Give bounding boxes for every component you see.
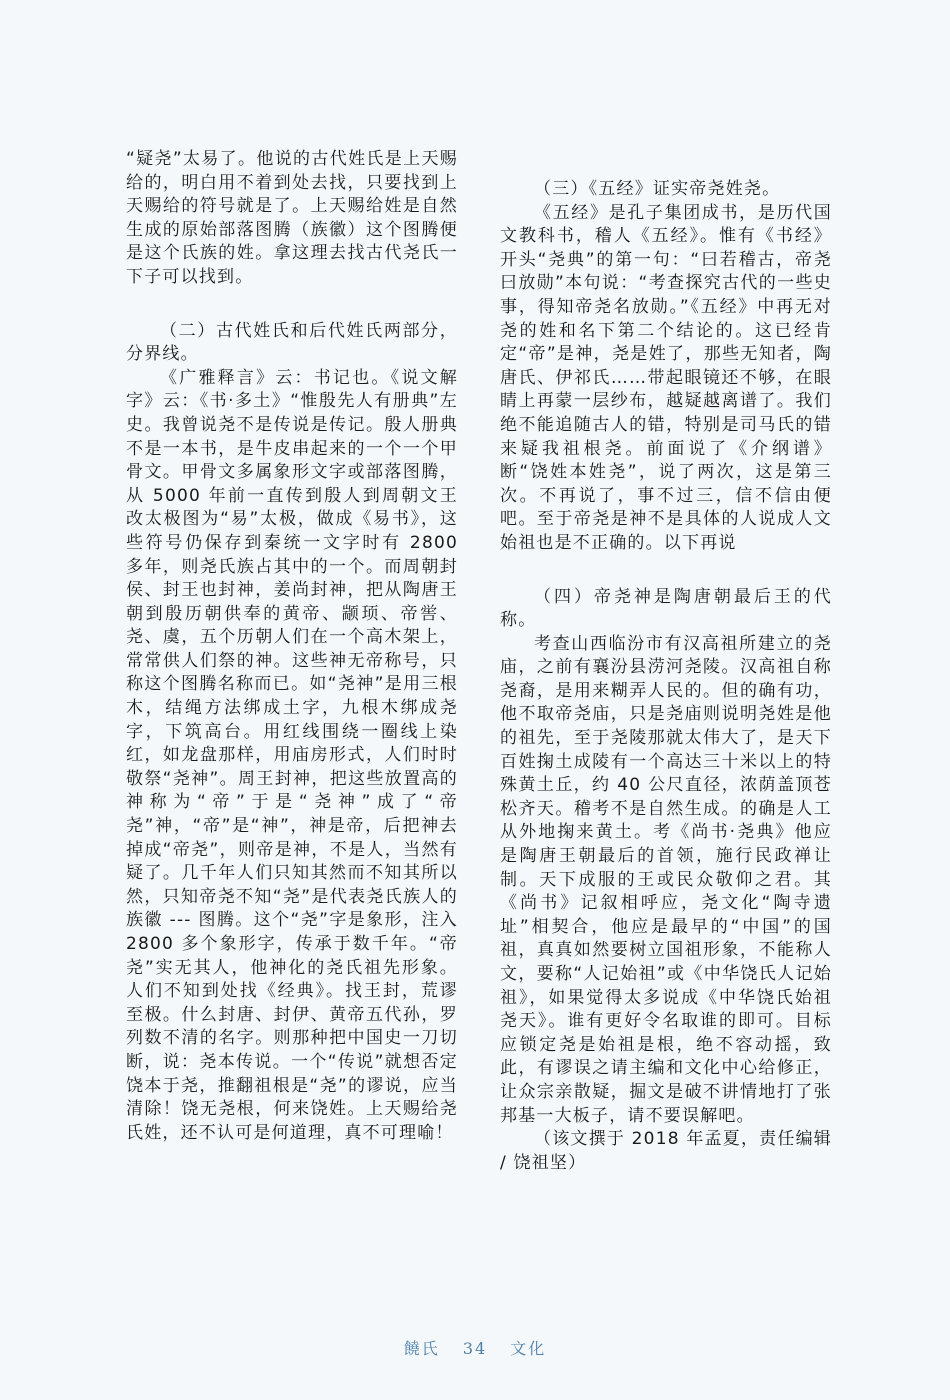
page-number: 34 bbox=[462, 1339, 488, 1358]
section-4-body: 考查山西临汾市有汉高祖所建立的尧庙，之前有襄汾县涝河尧陵。汉高祖自称尧裔，是用来糊弄人民的。但的确有功，他不取帝尧庙，只是尧庙则说明尧姓是他的祖先，至于尧陵那就太伟大了，是天下百姓掬土成陵有一个高达三十米以上的特殊黄土丘，约 40 公尺直径，浓荫盖顶苍松齐天。稽考不是自然生成。的确是人工从外地掬来黄土。考《尚书·尧典》他应是陶唐王朝最后的首领，施行民政禅让制。天下成服的王或民众敬仰之君。其《尚书》记叙相呼应，尧文化“陶寺遗址”相契合，他应是最早的“中国”的国祖，真真如然要树立国祖形象，不能称人文，要称“人记始祖”或《中华饶氏人记始祖》，如果觉得太多说成《中华饶氏始祖尧天》。谁有更好令名取谁的即可。目标应锁定尧是始祖是根，绝不容动摇，致此，有谬误之请主编和文化中心给修正，让众宗亲散疑，掘文是破不讲情地打了张邦基一大板子，请不要误解吧。 bbox=[500, 633, 832, 1126]
section-heading-3: （三）《五经》证实帝尧姓尧。 bbox=[534, 179, 781, 199]
footer-section-name: 文化 bbox=[510, 1339, 547, 1358]
section-2-body: 《广雅释言》云：书记也。《说文解字》云：《书·多土》“惟殷先人有册典”左史。我曾说尧不是传说是传记。殷人册典不是一本书，是牛皮串起来的一个一个甲骨文。甲骨文多属象形文字或部落图腾，从 5000 年前一直传到殷人到周朝文王改太极图为“易”太极，做成《易书》，这些符号仍保存到秦统一文字时有 2800 多年，则尧氏族占其中的一个。而周朝封侯、封王也封神，姜尚封神，把从陶唐王朝到殷历朝供奉的黄帝、颛顼、帝喾、尧、虞，五个历朝人们在一个高木架上，常常供人们祭的神。这些神无帝称号，只称这个图腾名称而已。如“尧神”是用三根木，结绳方法绑成土字，九根木绑成尧字，下筑高台。用红线围绕一圈线上染红，如龙盘那样，用庙房形式，人们时时敬祭“尧神”。周王封神，把这些放置高的神称为“帝”于是“尧神”成了“帝尧”神，“帝”是“神”，神是帝，后把神去掉成“帝尧”，则帝是神，不是人，当然有疑了。几千年人们只知其然而不知其所以然，只知帝尧不知“尧”是代表尧氏族人的族徽 --- 图腾。这个“尧”字是象形，注入 2800 多个象形字，传承于数千年。“帝尧”实无其人，他神化的尧氏祖先形象。人们不知到处找《经典》。找王封，荒谬至极。什么封唐、封伊、黄帝五代孙，罗列数不清的名字。则那种把中国史一刀切断，说：尧本传说。一个“传说”就想否定饶本于尧，推翻祖根是“尧”的谬说，应当清除！饶无尧根，何来饶姓。上天赐给尧氏姓，还不认可是何道理，真不可理喻！ bbox=[126, 367, 458, 1143]
footer-journal-name: 饒氏 bbox=[403, 1339, 440, 1358]
intro-paragraph: “疑尧”太易了。他说的古代姓氏是上天赐给的，明白用不着到处去找，只要找到上天赐给的符号就是了。上天赐给姓是自然生成的原始部落图腾（族徽）这个图腾便是这个氏族的姓。拿这理去找古代尧氏一下子可以找到。 bbox=[126, 149, 458, 287]
section-heading-4: （四）帝尧神是陶唐朝最后王的代称。 bbox=[500, 586, 832, 631]
left-column bbox=[126, 148, 458, 1145]
section-heading-2: （二）古代姓氏和后代姓氏两部分，分界线。 bbox=[126, 320, 458, 365]
page-footer bbox=[0, 1336, 950, 1359]
right-column bbox=[500, 178, 832, 1175]
editor-note: （该文撰于 2018 年孟夏，责任编辑 / 饶祖坚） bbox=[500, 1129, 832, 1173]
section-3-body: 《五经》是孔子集团成书，是历代国文教科书，稽人《五经》。惟有《书经》开头“尧典”的第一句：“曰若稽古，帝尧曰放勋”本句说：“考查探究古代的一些史事，得知帝尧名放勋。”《五经》中再无对尧的姓和名下第二个结论的。这已经肯定“帝”是神，尧是姓了，那些无知者，陶唐氏、伊祁氏……带起眼镜还不够，在眼睛上再蒙一层纱布，越疑越离谱了。我们绝不能追随古人的错，特别是司马氏的错来疑我祖根尧。前面说了《介纲谱》断“饶姓本姓尧”，说了两次，这是第三次。不再说了，事不过三，信不信由便吧。至于帝尧是神不是具体的人说成人文始祖也是不正确的。以下再说 bbox=[500, 202, 832, 553]
